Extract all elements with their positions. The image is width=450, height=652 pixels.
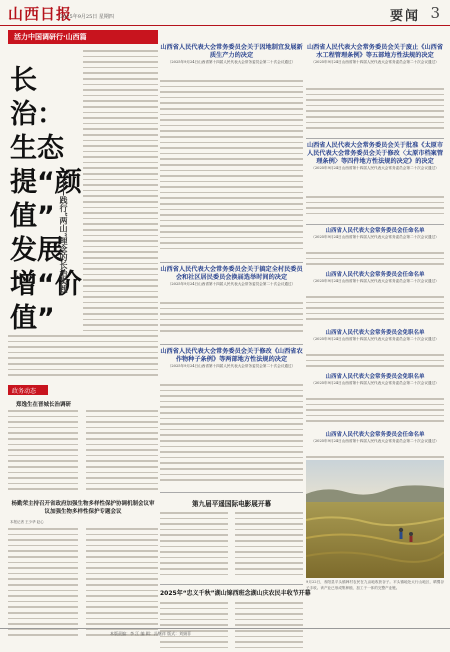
harvest-photo-image [306,460,444,578]
appointment-1-title: 山西省人民代表大会常务委员会任命名单 [325,228,425,234]
approval-decision [306,142,444,171]
decision-1 [160,44,303,65]
feature-ribbon: 活力中国调研行·山西篇 [8,30,158,44]
editor-credits: 本版责编：李 江 编 辑：冯继祥 版式：刘娟菲 [110,631,192,636]
repeal-decision [306,44,444,65]
dismissal-2-names [306,398,444,426]
brief-text-1a [8,410,78,494]
dismissal-2-sub: （2025年9月24日山西省第十四届人民代表大会常务委员会第二十次会议通过） [311,381,439,385]
feature-subhead: ——践行“两山”理念的长治实践 [59,180,69,294]
photo-caption: 9月22日，寿阳县平头镇韩村农民在九亩地收获谷子。平头镇地处太行山地区，晴蜀谷子丰收。该产业已形成集种植、加工于一体的完整产业链。 [306,580,444,590]
page-number: 3 [430,4,440,22]
decision-1-title: 山西省人民代表大会常务委员会关于因地制宜发展新质生产力的决定 [160,44,303,59]
dismissal-2-title: 山西省人民代表大会常务委员会免职名单 [325,374,425,380]
brief-text-2b [86,528,158,640]
approval-sub: （2025年9月24日山西省第十四届人民代表大会常务委员会第二十次会议通过） [311,166,439,170]
appointment-list-3 [306,432,444,444]
dismissal-1-sub: （2025年9月24日山西省第十四届人民代表大会常务委员会第二十次会议通过） [311,337,439,341]
festival-text-a [160,512,228,579]
decision-3-body [160,384,303,485]
dismissal-list-1 [306,330,444,342]
brief-byline: 本报记者 王少华 赵心 [10,520,44,524]
newspaper-logo: 山西日报 [8,5,73,23]
decision-2 [160,266,303,287]
appointment-2-names [306,296,444,324]
brief-text-2a [8,528,78,640]
section-title: 要闻 [389,9,420,24]
repeal-sub: （2025年9月24日山西省第十四届人民代表大会常务委员会第二十次会议通过） [311,60,439,64]
decision-2-sub: （2025年9月24日山西省第十四届人民代表大会常务委员会第二十次会议通过） [167,282,296,286]
harvest-text-b [235,602,303,652]
appointment-2-sub: （2025年9月24日山西省第十四届人民代表大会常务委员会第二十次会议通过） [311,279,439,283]
feature-body-continued [8,335,158,380]
repeal-title: 山西省人民代表大会常务委员会关于废止《山西省水工程管理条例》等五部地方性法规的决定 [306,44,444,59]
news-ribbon: 政务动态 [8,385,48,395]
brief-headline-1: 郑逸生在晋城长治调研 [16,402,72,408]
appointment-3-title: 山西省人民代表大会常务委员会任命名单 [325,432,425,438]
appointment-3-sub: （2025年9月24日山西省第十四届人民代表大会常务委员会第二十次会议通过） [311,439,439,443]
festival-headline: 第九届平遥国际电影展开幕 [191,500,272,508]
appointment-list-1 [306,228,444,240]
harvest-text-a [160,602,228,652]
masthead [0,0,450,26]
dismissal-1-title: 山西省人民代表大会常务委员会免职名单 [325,330,425,336]
repeal-body [306,88,444,133]
appointment-list-2 [306,272,444,284]
appointment-1-sub: （2025年9月24日山西省第十四届人民代表大会常务委员会第二十次会议通过） [311,235,439,239]
brief-text-1b [86,410,158,494]
page-footer [0,628,450,640]
approval-title: 山西省人民代表大会常务委员会关于批准《太原市人民代表大会常务委员会关于修改〈太原市档案管理条例〉等四件地方性法规的决定》的决定 [306,142,444,165]
appointment-1-names [306,252,444,269]
decision-1-sub: （2025年9月24日山西省第十四届人民代表大会常务委员会第二十次会议通过） [167,60,296,64]
issue-date: 2025年9月25日 星期四 [60,14,114,20]
feature-headline: 长治：生态提“颜值” 发展增“价值” [10,65,82,334]
dismissal-1-names [306,354,444,371]
harvest-headline: 2025年“忠义千秋”湖山锦西班念湖山庆农民丰收节开幕 [160,590,311,597]
decision-1-body [160,80,303,253]
dismissal-list-2 [306,374,444,386]
left-column [8,30,158,630]
decision-3-title: 山西省人民代表大会常务委员会关于修改《山西省农作物种子条例》等两部地方性法规的决定 [160,348,303,363]
decision-3 [160,348,303,369]
decision-2-title: 山西省人民代表大会常务委员会关于搞定全村民委员会和社区居民委员会换届选举时间的决定 [160,266,303,281]
decision-2-body [160,302,303,336]
brief-headline-2: 杨勤荣主持召开省政府加强生物多样性保护协调机制会议审议加强生物多样性保护专题会议 [11,501,155,515]
festival-text-b [235,512,303,579]
approval-body [306,196,444,218]
appointment-2-title: 山西省人民代表大会常务委员会任命名单 [325,272,425,278]
feature-body-text [83,50,158,375]
decision-3-sub: （2025年9月24日山西省第十四届人民代表大会常务委员会第二十次会议通过） [167,364,296,368]
harvest-photo [306,460,444,578]
